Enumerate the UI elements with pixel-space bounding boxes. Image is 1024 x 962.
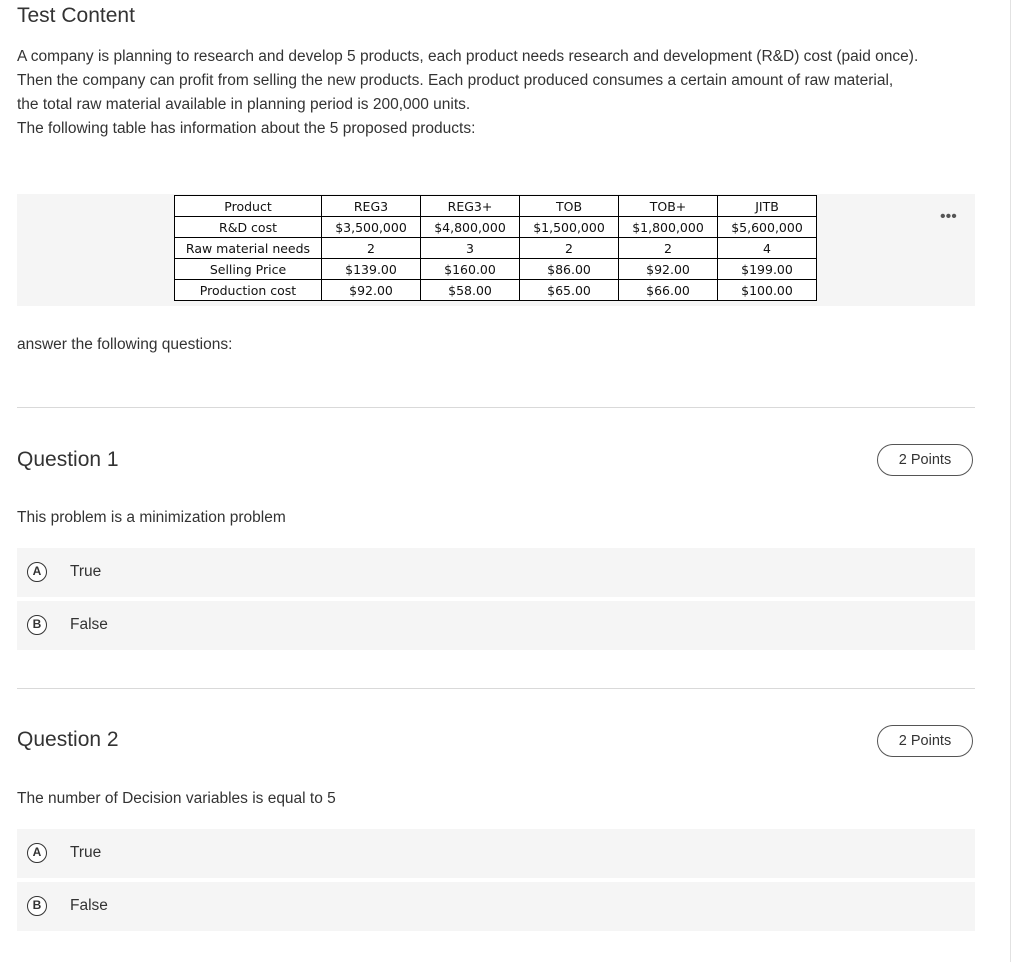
- table-cell: 3: [421, 238, 520, 259]
- table-row: [175, 280, 817, 301]
- table-cell: 2: [322, 238, 421, 259]
- option-letter-b-icon: B: [27, 615, 47, 635]
- table-cell: $86.00: [520, 259, 619, 280]
- question-1-text: This problem is a minimization problem: [17, 509, 286, 526]
- table-cell: $58.00: [421, 280, 520, 301]
- page-title: Test Content: [17, 4, 135, 27]
- question-1-points-badge: 2 Points: [877, 444, 973, 476]
- table-cell: REG3+: [421, 196, 520, 217]
- table-cell: 4: [718, 238, 817, 259]
- section-divider: [17, 688, 975, 689]
- table-cell: $100.00: [718, 280, 817, 301]
- question-1-option-a[interactable]: [17, 548, 975, 597]
- product-table: [174, 195, 817, 301]
- question-2-title: Question 2: [17, 728, 119, 751]
- table-cell: Product: [175, 196, 322, 217]
- question-2-option-b[interactable]: [17, 882, 975, 931]
- option-label: False: [70, 616, 108, 633]
- option-letter-b-icon: B: [27, 896, 47, 916]
- table-cell: $92.00: [322, 280, 421, 301]
- option-letter-a-icon: A: [27, 843, 47, 863]
- option-label: True: [70, 844, 102, 861]
- table-row: [175, 217, 817, 238]
- table-cell: $66.00: [619, 280, 718, 301]
- table-cell: $1,800,000: [619, 217, 718, 238]
- intro-line: A company is planning to research and develop 5 products, each product needs research and development (R&D) cost (paid once).: [17, 48, 919, 65]
- table-cell: $5,600,000: [718, 217, 817, 238]
- table-cell: $139.00: [322, 259, 421, 280]
- more-horizontal-icon[interactable]: •••: [940, 208, 957, 225]
- section-divider: [17, 407, 975, 408]
- table-cell: Raw material needs: [175, 238, 322, 259]
- intro-line: Then the company can profit from selling the new products. Each product produced consumes a certain amount of raw material,: [17, 72, 894, 89]
- table-cell: Production cost: [175, 280, 322, 301]
- option-label: False: [70, 897, 108, 914]
- question-1-option-b[interactable]: [17, 601, 975, 650]
- question-2-text: The number of Decision variables is equal to 5: [17, 790, 336, 807]
- table-row: [175, 259, 817, 280]
- answer-prompt: answer the following questions:: [17, 336, 233, 353]
- table-cell: $4,800,000: [421, 217, 520, 238]
- right-border: [1010, 0, 1011, 962]
- table-row: [175, 238, 817, 259]
- table-cell: $3,500,000: [322, 217, 421, 238]
- table-cell: Selling Price: [175, 259, 322, 280]
- table-cell: TOB: [520, 196, 619, 217]
- table-cell: TOB+: [619, 196, 718, 217]
- table-cell: $160.00: [421, 259, 520, 280]
- table-cell: JITB: [718, 196, 817, 217]
- table-cell: $199.00: [718, 259, 817, 280]
- table-cell: $1,500,000: [520, 217, 619, 238]
- table-cell: 2: [619, 238, 718, 259]
- table-cell: 2: [520, 238, 619, 259]
- option-label: True: [70, 563, 102, 580]
- table-cell: REG3: [322, 196, 421, 217]
- table-cell: $65.00: [520, 280, 619, 301]
- question-2-option-a[interactable]: [17, 829, 975, 878]
- table-cell: $92.00: [619, 259, 718, 280]
- option-letter-a-icon: A: [27, 562, 47, 582]
- question-1-title: Question 1: [17, 448, 119, 471]
- intro-paragraph: [17, 45, 997, 141]
- question-2-points-badge: 2 Points: [877, 725, 973, 757]
- table-cell: R&D cost: [175, 217, 322, 238]
- intro-line: the total raw material available in planning period is 200,000 units.: [17, 96, 471, 113]
- intro-line: The following table has information about the 5 proposed products:: [17, 120, 476, 137]
- table-row: [175, 196, 817, 217]
